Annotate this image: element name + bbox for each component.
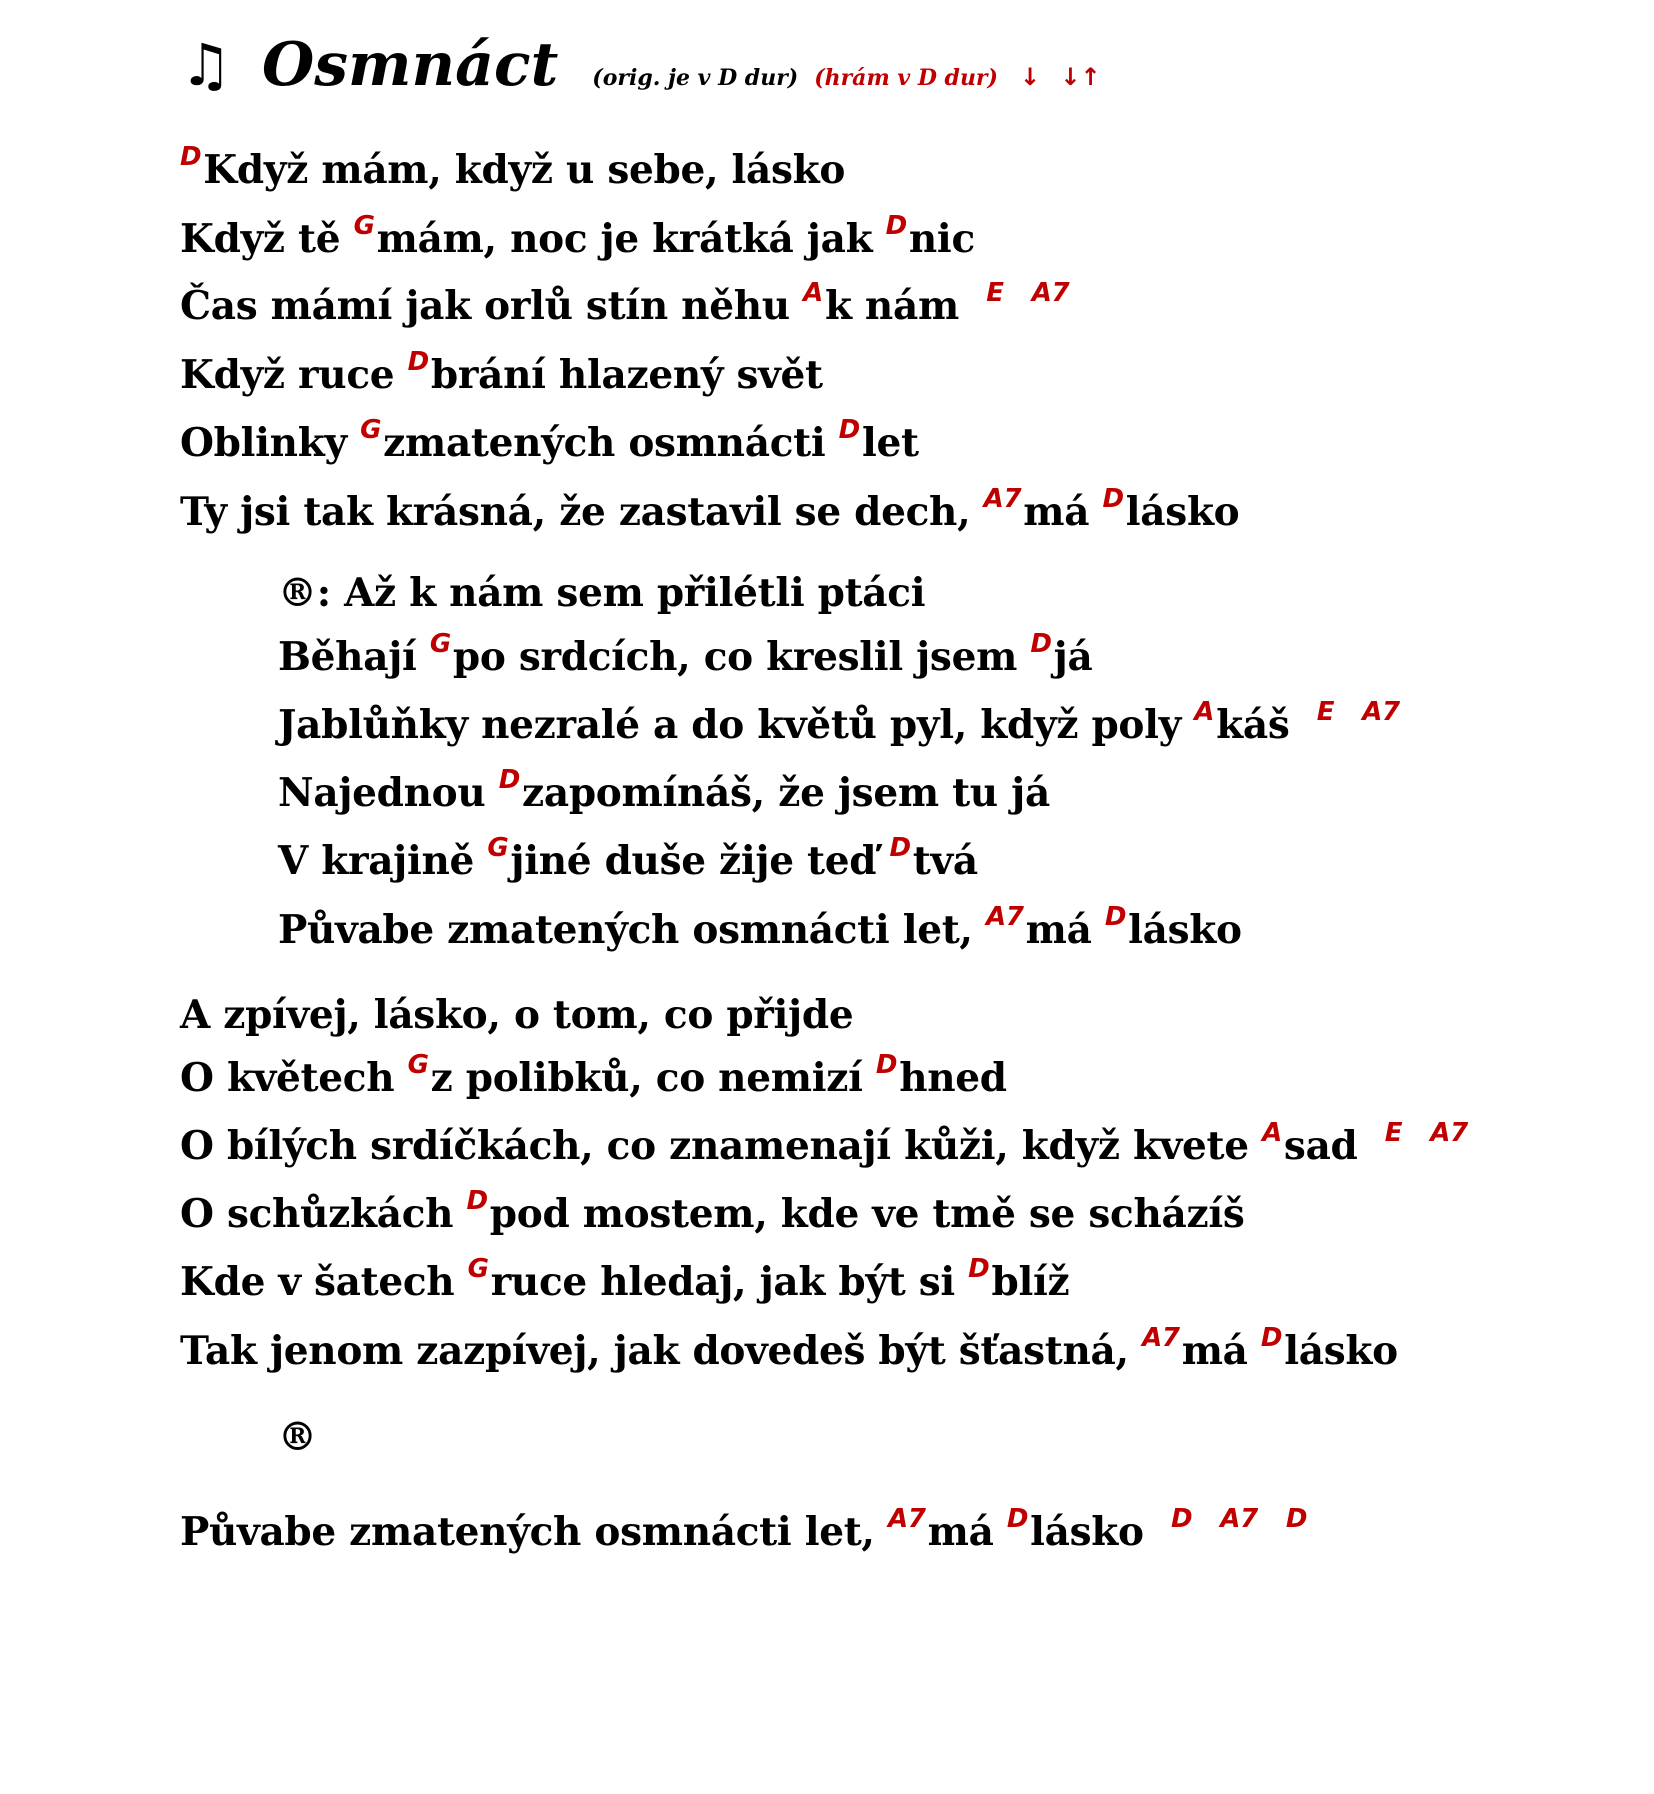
- lyric-text: brání hlazený svět: [430, 352, 823, 398]
- chord-label: A7: [1362, 697, 1400, 727]
- lyric-text: Tak jenom zazpívej, jak dovedeš být šťastná,: [180, 1328, 1143, 1374]
- song-header: [180, 30, 1113, 110]
- lyric-line: [180, 1504, 1309, 1562]
- lyric-line: [278, 697, 1402, 755]
- lyric-text: Jablůňky nezralé a do květů pyl, když poly: [278, 702, 1195, 748]
- chord-label: A7: [888, 1504, 926, 1534]
- chord-label: A7: [1430, 1118, 1468, 1148]
- lyric-text: lásko: [1284, 1328, 1398, 1374]
- lyric-text: mám, noc je krátká jak: [376, 216, 886, 262]
- lyric-line: [180, 1050, 1007, 1108]
- lyric-line: [180, 347, 823, 405]
- lyric-line: [278, 902, 1242, 960]
- chord-label: E: [1384, 1118, 1403, 1148]
- lyric-text: O květech: [180, 1055, 408, 1101]
- chord-label: A7: [983, 484, 1022, 514]
- lyric-text: má: [1023, 489, 1103, 535]
- lyric-text: V krajině: [278, 838, 488, 884]
- chord-label: D: [1030, 629, 1052, 659]
- chord-label: G: [429, 629, 451, 659]
- lyric-text: A zpívej, lásko, o tom, co přijde: [180, 992, 854, 1038]
- lyric-text: Půvabe zmatených osmnácti let,: [278, 907, 986, 953]
- chord-label: G: [467, 1254, 489, 1284]
- original-key-label: (orig. je v D dur): [592, 65, 799, 91]
- lyric-text: ®: [278, 1414, 317, 1460]
- lyric-line: [180, 142, 846, 200]
- chord-label: E: [1316, 697, 1335, 727]
- lyric-text: tvá: [912, 838, 978, 884]
- chord-label: D: [875, 1050, 898, 1080]
- chord-label: G: [353, 211, 375, 241]
- lyric-text: má: [1025, 907, 1105, 953]
- lyric-text: káš: [1216, 702, 1303, 748]
- chord-label: A7: [1220, 1504, 1258, 1534]
- lyric-line: [180, 1186, 1245, 1244]
- song-title: Osmnáct: [262, 30, 559, 100]
- chord-label: D: [407, 347, 429, 377]
- lyric-text: lásko: [1030, 1509, 1157, 1555]
- lyric-text: Najednou: [278, 770, 499, 816]
- lyric-line: [180, 1254, 1070, 1312]
- lyric-text: já: [1053, 634, 1093, 680]
- chord-label: D: [466, 1186, 488, 1216]
- lyric-text: pod mostem, kde ve tmě se scházíš: [489, 1191, 1245, 1237]
- lyric-text: jiné duše žije teď: [510, 838, 890, 884]
- lyric-text: hned: [899, 1055, 1007, 1101]
- lyric-text: ®: Až k nám sem přilétli ptáci: [278, 570, 926, 616]
- lyric-text: z polibků, co nemizí: [430, 1055, 876, 1101]
- transpose-reset-icon[interactable]: ↓↑: [1060, 63, 1101, 91]
- chord-label: D: [498, 765, 521, 795]
- lyric-text: zapomínáš, že jsem tu já: [522, 770, 1050, 816]
- chord-label: D: [1104, 902, 1127, 932]
- lyric-line: [278, 568, 925, 618]
- lyric-text: ruce hledaj, jak být si: [490, 1259, 969, 1305]
- chord-label: D: [1006, 1504, 1029, 1534]
- lyric-text: O bílých srdíčkách, co znamenají kůži, když kvete: [180, 1123, 1263, 1169]
- lyric-line: [180, 1323, 1398, 1381]
- chord-label: A7: [1031, 278, 1070, 308]
- chord-label: D: [889, 833, 911, 863]
- lyric-text: Čas mámí jak orlů stín něhu: [180, 283, 804, 329]
- lyric-text: Kde v šatech: [180, 1259, 468, 1305]
- lyric-text: lásko: [1125, 489, 1240, 535]
- chord-label: D: [180, 142, 202, 172]
- lyric-text: má: [1181, 1328, 1261, 1374]
- lyric-text: Běhají: [278, 634, 430, 680]
- lyric-text: blíž: [991, 1259, 1070, 1305]
- lyric-text: Půvabe zmatených osmnácti let,: [180, 1509, 888, 1555]
- lyric-line: [180, 278, 1071, 336]
- chord-label: D: [1260, 1323, 1283, 1353]
- chord-label: A: [1194, 697, 1215, 727]
- chord-label: G: [487, 833, 509, 863]
- chord-label: D: [968, 1254, 990, 1284]
- lyric-text: Když mám, když u sebe, lásko: [203, 147, 846, 193]
- lyric-line: [180, 1118, 1470, 1176]
- chord-label: E: [986, 278, 1004, 308]
- lyric-line: [278, 833, 978, 891]
- lyric-text: po srdcích, co kreslil jsem: [452, 634, 1031, 680]
- chord-label: A: [803, 278, 823, 308]
- chord-label: A: [1262, 1118, 1282, 1148]
- chord-label: D: [1171, 1504, 1193, 1534]
- playing-key-label[interactable]: (hrám v D dur): [814, 65, 998, 91]
- transpose-down-icon[interactable]: ↓: [1019, 63, 1041, 91]
- music-note-icon: ♫: [180, 31, 232, 99]
- lyric-line: [278, 629, 1093, 687]
- lyric-text: O schůzkách: [180, 1191, 467, 1237]
- lyric-text: Ty jsi tak krásná, že zastavil se dech,: [180, 489, 984, 535]
- lyric-text: k nám: [824, 283, 973, 329]
- lyric-text: zmatených osmnácti: [383, 420, 839, 466]
- chord-label: G: [407, 1050, 429, 1080]
- lyric-line: [180, 484, 1240, 542]
- chord-label: D: [1102, 484, 1124, 514]
- chord-label: G: [360, 415, 382, 445]
- lyric-text: let: [861, 420, 919, 466]
- chord-label: A7: [986, 902, 1024, 932]
- chord-label: D: [838, 415, 860, 445]
- lyric-text: Když tě: [180, 216, 354, 262]
- lyric-line: [180, 415, 919, 473]
- lyric-line: [180, 990, 853, 1040]
- chord-label: D: [885, 211, 907, 241]
- lyric-text: lásko: [1128, 907, 1242, 953]
- lyric-line: [278, 765, 1050, 823]
- lyric-text: Oblinky: [180, 420, 361, 466]
- transpose-controls: [1020, 63, 1113, 91]
- chord-label: D: [1285, 1504, 1308, 1534]
- lyric-text: má: [927, 1509, 1007, 1555]
- lyric-text: nic: [908, 216, 975, 262]
- chord-label: A7: [1142, 1323, 1180, 1353]
- lyric-line: [180, 211, 975, 269]
- lyric-text: sad: [1283, 1123, 1371, 1169]
- lyric-text: Když ruce: [180, 352, 408, 398]
- lyric-line: [278, 1412, 317, 1462]
